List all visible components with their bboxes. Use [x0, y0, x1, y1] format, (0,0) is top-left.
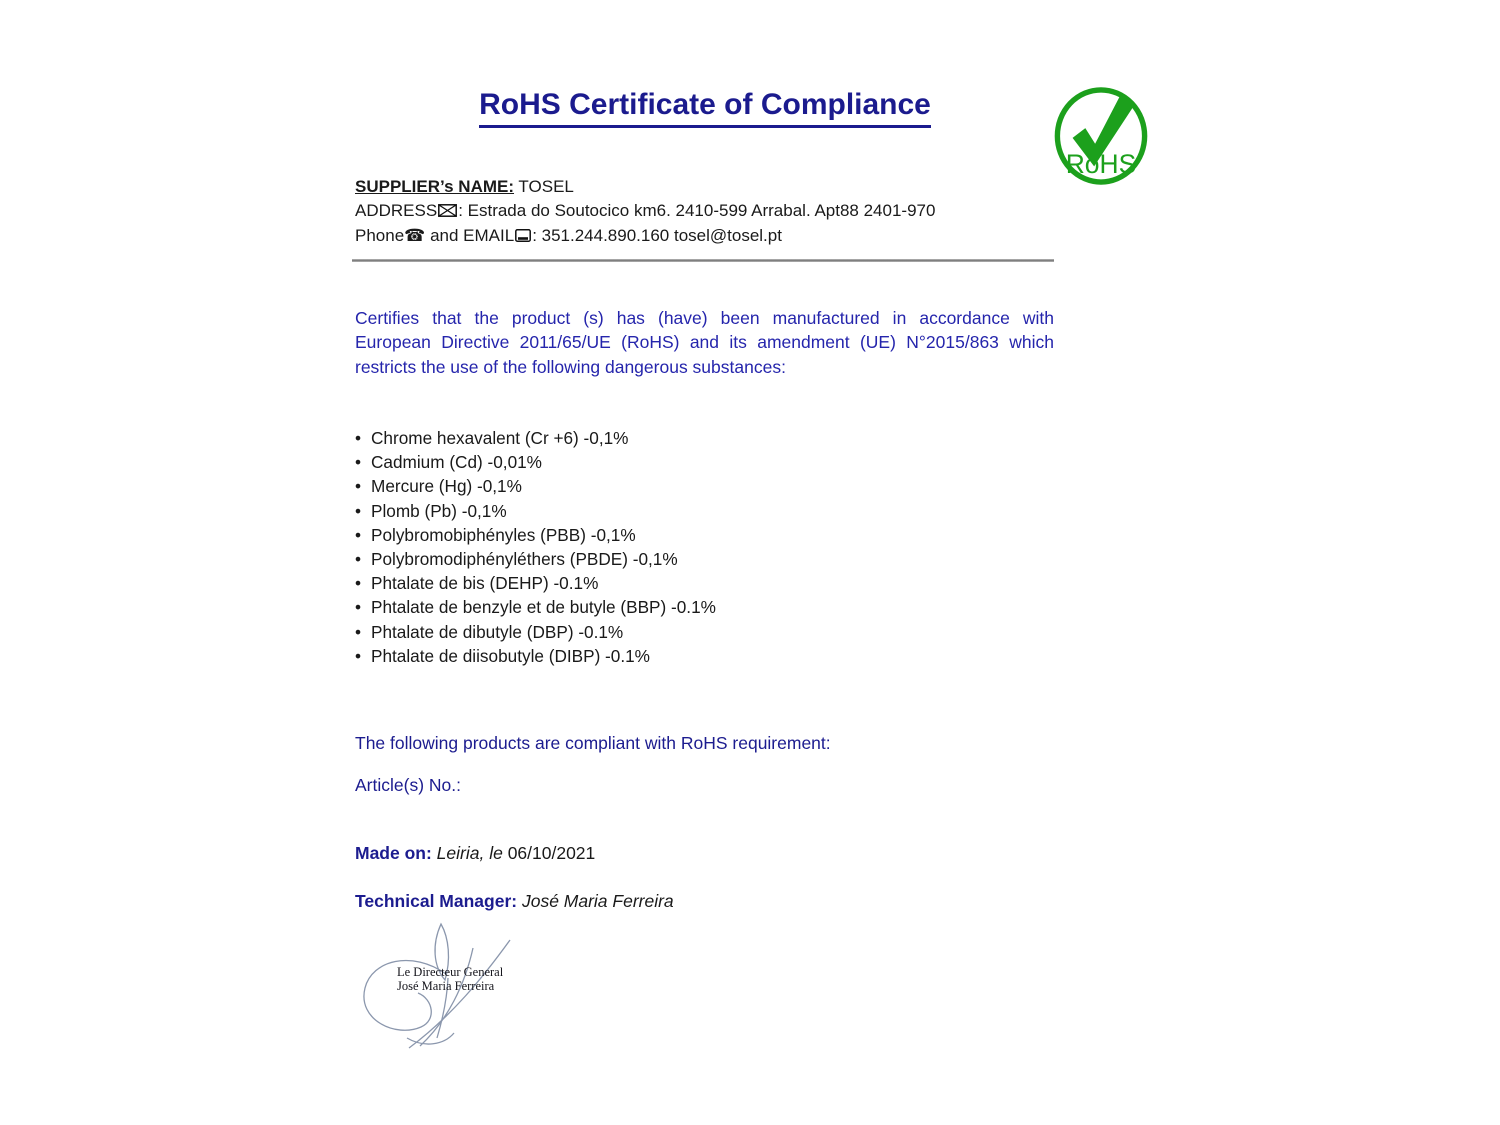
and-email-label: and EMAIL [425, 226, 515, 245]
compliance-line: The following products are compliant with RoHS requirement: [355, 733, 831, 753]
envelope-icon [438, 200, 457, 224]
substance-item: • Phtalate de diisobutyle (DIBP) -0.1% [355, 644, 716, 668]
computer-icon [515, 225, 531, 249]
made-on-place: Leiria, le [431, 843, 508, 863]
rohs-logo-graphic [1052, 82, 1150, 186]
manager-name: José Maria Ferreira [517, 891, 674, 911]
signature-title: Le Directeur General [397, 965, 504, 979]
contact-value: : 351.244.890.160 tosel@tosel.pt [532, 226, 782, 245]
supplier-name-label: SUPPLIER’s NAME: [355, 177, 515, 196]
substance-list [355, 426, 716, 668]
page-title: RoHS Certificate of Compliance [479, 86, 931, 128]
certification-line: European Directive 2011/65/UE (RoHS) and its amendment (UE) N°2015/863 which [355, 332, 1054, 353]
certification-line: restricts the use of the following dangerous substances: [355, 356, 786, 377]
made-on-line [355, 843, 595, 864]
certification-line: Certifies that the product (s) has (have) been manufactured in accordance with [355, 308, 1054, 328]
signature-text [397, 965, 503, 993]
signature-name: José Maria Ferreira [397, 979, 495, 993]
address-label: ADDRESS [355, 201, 438, 220]
phone-icon: ☎ [404, 226, 426, 246]
substance-item: • Mercure (Hg) -0,1% [355, 474, 716, 498]
title-area [355, 86, 1055, 128]
address-line [355, 199, 935, 224]
substance-item: • Phtalate de benzyle et de butyle (BBP) -0.1% [355, 595, 716, 619]
substance-item: • Cadmium (Cd) -0,01% [355, 450, 716, 474]
certification-paragraph [355, 306, 1054, 379]
supplier-block [355, 175, 935, 249]
rohs-logo [1052, 82, 1150, 186]
substance-item: • Plomb (Pb) -0,1% [355, 499, 716, 523]
substance-item: • Polybromodiphényléthers (PBDE) -0,1% [355, 547, 716, 571]
phone-label: Phone [355, 226, 405, 245]
substance-item: • Polybromobiphényles (PBB) -0,1% [355, 523, 716, 547]
supplier-name-line [355, 175, 935, 199]
made-on-date: 06/10/2021 [507, 843, 596, 863]
divider-rule [352, 259, 1054, 262]
contact-line [355, 224, 935, 249]
signature-stroke [409, 940, 510, 1048]
address-value: : Estrada do Soutocico km6. 2410-599 Arrabal. Apt88 2401-970 [458, 201, 936, 220]
made-on-label: Made on: [355, 843, 432, 863]
articles-label: Article(s) No.: [355, 775, 461, 795]
technical-manager-line [355, 891, 674, 912]
substance-item: • Chrome hexavalent (Cr +6) -0,1% [355, 426, 716, 450]
supplier-name-value: TOSEL [514, 177, 574, 196]
manager-label: Technical Manager: [355, 891, 518, 911]
substance-item: • Phtalate de dibutyle (DBP) -0.1% [355, 620, 716, 644]
logo-label: RoHS [1065, 149, 1137, 180]
substance-item: • Phtalate de bis (DEHP) -0.1% [355, 571, 716, 595]
